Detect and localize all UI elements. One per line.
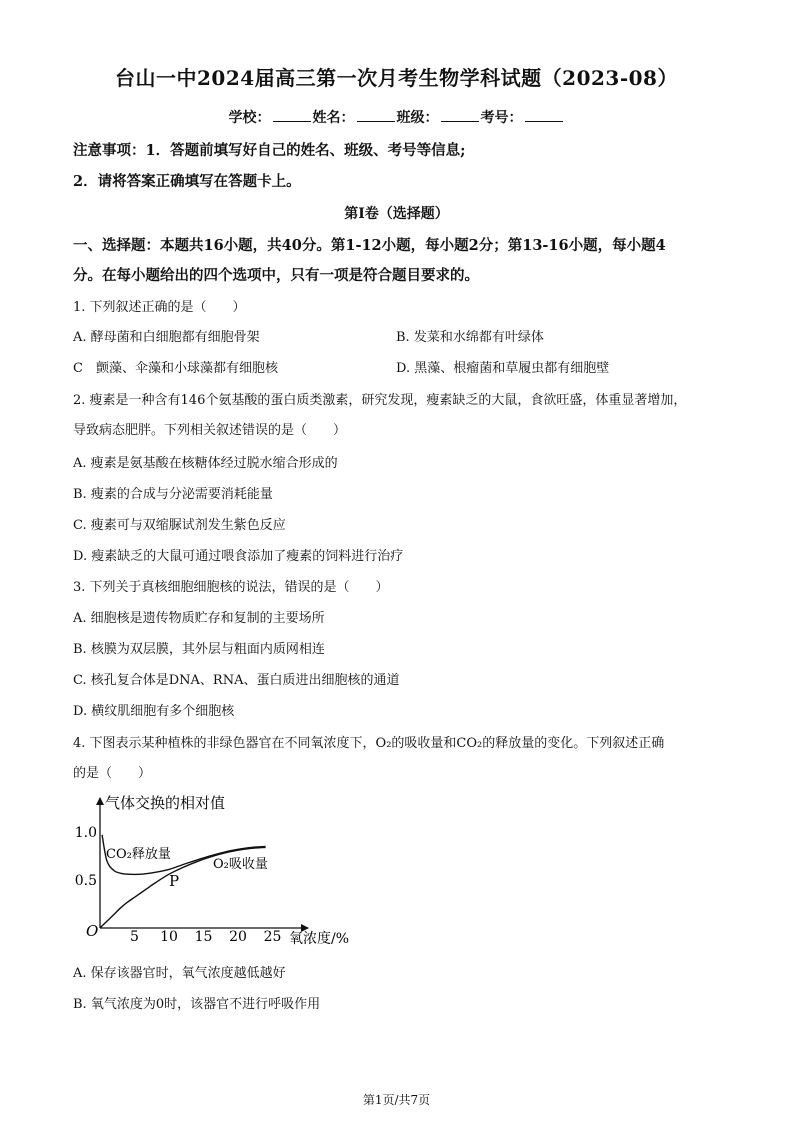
question-2-option-d[interactable]: D. 瘦素缺乏的大鼠可通过喂食添加了瘦素的饲料进行治疗 — [73, 549, 404, 564]
question-1-stem: 1. 下列叙述正确的是（ ） — [73, 300, 246, 315]
intersection-point-label: P — [169, 872, 180, 890]
name-label: 姓名： — [312, 110, 355, 126]
instructions-line-2: 分。在每小题给出的四个选项中，只有一项是符合题目要求的。 — [73, 267, 479, 284]
question-2-option-c[interactable]: C. 瘦素可与双缩脲试剂发生紫色反应 — [73, 518, 286, 533]
question-4-option-a[interactable]: A. 保存该器官时，氧气浓度越低越好 — [73, 966, 286, 981]
question-1-option-b[interactable]: B. 发菜和水绵都有叶绿体 — [396, 330, 544, 345]
x-axis-label: 氧浓度/% — [289, 931, 350, 947]
question-3-option-a[interactable]: A. 细胞核是遗传物质贮存和复制的主要场所 — [73, 611, 325, 626]
notes-line-2: 2．请将答案正确填写在答题卡上。 — [73, 173, 301, 190]
oxygen-concentration-chart — [70, 790, 370, 950]
class-blank[interactable] — [441, 107, 479, 122]
question-2-stem-line-1: 2. 瘦素是一种含有146个氨基酸的蛋白质类激素，研究发现，瘦素缺乏的大鼠，食欲旺盛，体重显著增加， — [73, 393, 687, 408]
question-3-stem: 3. 下列关于真核细胞细胞核的说法，错误的是（ ） — [73, 580, 389, 595]
page-title: 台山一中2024届高三第一次月考生物学科试题（2023-08） — [115, 66, 678, 90]
question-3-option-c[interactable]: C. 核孔复合体是DNA、RNA、蛋白质进出细胞核的通道 — [73, 673, 400, 688]
question-4-stem-line-2: 的是（ ） — [73, 766, 152, 781]
question-4-stem-line-1: 4. 下图表示某种植株的非绿色器官在不同氧浓度下，O₂的吸收量和CO₂的释放量的变化。下列叙述正确 — [73, 736, 665, 751]
o2-series-label: O₂吸收量 — [213, 857, 268, 872]
question-3-option-b[interactable]: B. 核膜为双层膜，其外层与粗面内质网相连 — [73, 642, 325, 657]
x-tick-label: 15 — [194, 929, 213, 945]
exam-no-label: 考号： — [480, 110, 523, 126]
x-tick-label: 20 — [229, 929, 247, 945]
question-2-stem-line-2: 导致病态肥胖。下列相关叙述错误的是（ ） — [73, 423, 347, 438]
notes-line-1: 注意事项：1．答题前填写好自己的姓名、班级、考号等信息; — [73, 142, 466, 159]
question-1-option-c[interactable]: C 颤藻、伞藻和小球藻都有细胞核 — [73, 361, 278, 376]
student-info-line — [0, 107, 793, 127]
question-3-option-d[interactable]: D. 横纹肌细胞有多个细胞核 — [73, 704, 235, 719]
co2-series-label: CO₂释放量 — [106, 847, 171, 862]
section-title: 第I卷（选择题） — [344, 206, 449, 222]
y-axis-label: 气体交换的相对值 — [105, 794, 226, 812]
question-1-option-a[interactable]: A. 酵母菌和白细胞都有细胞骨架 — [73, 330, 260, 345]
class-label: 班级： — [396, 110, 439, 126]
name-blank[interactable] — [357, 107, 395, 122]
question-1-option-d[interactable]: D. 黑藻、根瘤菌和草履虫都有细胞壁 — [396, 361, 610, 376]
question-4-option-b[interactable]: B. 氧气浓度为0时，该器官不进行呼吸作用 — [73, 997, 321, 1012]
y-tick-label: 0.5 — [74, 873, 97, 889]
origin-label: O — [86, 922, 99, 940]
instructions-line-1: 一、选择题：本题共16小题，共40分。第1-12小题，每小题2分；第13-16小题，每小题4 — [73, 237, 666, 254]
school-blank[interactable] — [273, 107, 311, 122]
page-footer: 第1页/共7页 — [362, 1093, 431, 1107]
question-2-option-b[interactable]: B. 瘦素的合成与分泌需要消耗能量 — [73, 487, 273, 502]
x-tick-label: 25 — [263, 929, 282, 945]
exam-no-blank[interactable] — [525, 107, 563, 122]
school-label: 学校： — [228, 110, 271, 126]
question-2-option-a[interactable]: A. 瘦素是氨基酸在核糖体经过脱水缩合形成的 — [73, 456, 338, 471]
y-tick-label: 1.0 — [74, 825, 97, 841]
x-tick-label: 5 — [130, 929, 139, 945]
x-tick-label: 10 — [160, 929, 178, 945]
